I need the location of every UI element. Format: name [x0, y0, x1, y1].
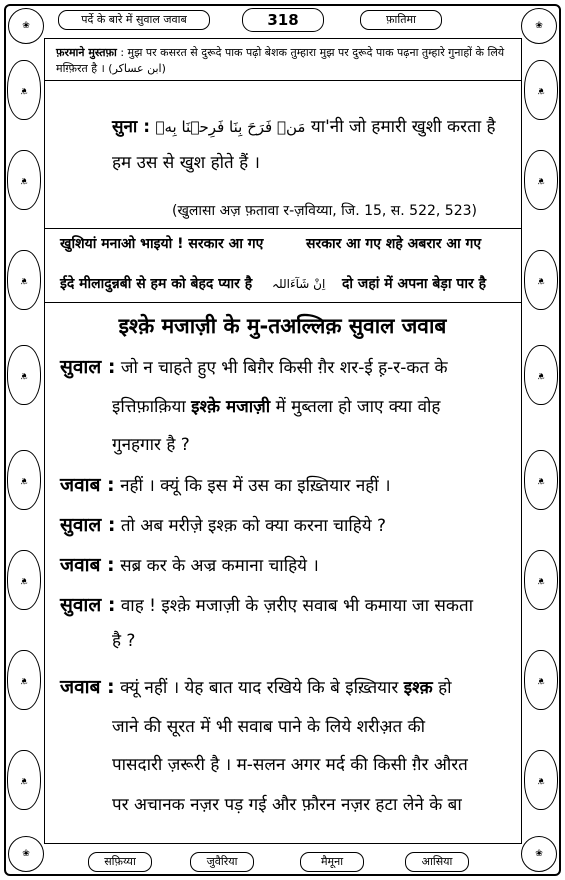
divider — [44, 302, 522, 303]
arabic-phrase: مَنۡ فَرَحَ بِنَا فَرِحۡنَا بِهٖ — [155, 118, 306, 136]
answer-text: सब्र कर के अज्र कमाना चाहिये । — [120, 556, 319, 576]
footer-tab: सफ़िय्या — [88, 852, 152, 872]
hadith-label: फ़रमाने मुस्तफ़ा — [56, 46, 117, 59]
question-text: तो अब मरीज़े इश्क़ को क्या करना चाहिये ? — [120, 516, 387, 536]
side-medallion: ❦ — [7, 750, 41, 810]
side-medallion: ❦ — [524, 450, 558, 510]
poem-arabic: اِنْ شَآءَاللہ — [272, 277, 326, 291]
footer-tab: मैमूना — [300, 852, 364, 872]
question-3-line-2: है ? — [112, 631, 136, 651]
footer-tab: जुवैरिया — [190, 852, 254, 872]
poem-line-2b: दो जहां में अपना बेड़ा पार है — [342, 276, 487, 292]
side-medallion: ❦ — [524, 345, 558, 405]
side-medallion: ❦ — [524, 150, 558, 210]
answer-label: जवाब : — [60, 676, 115, 698]
question-2 — [60, 510, 510, 541]
corner-ornament: ❀ — [8, 836, 44, 872]
question-1-line-2 — [112, 392, 512, 422]
suna-text-2: हम उस से खुश होते हैं । — [112, 153, 260, 173]
citation: (खुलासा अज़ फ़तावा र-ज़विय्या, जि. 15, स. 522, 523) — [172, 203, 477, 219]
page-header — [0, 6, 565, 34]
answer-3-line-4: पर अचानक नज़र पड़ गई और फ़ौरन नज़र हटा लेने के बा — [112, 795, 462, 815]
footer-tab: आसिया — [405, 852, 469, 872]
side-medallion: ❦ — [7, 150, 41, 210]
side-medallion: ❦ — [7, 345, 41, 405]
divider — [44, 228, 522, 229]
suna-label: सुना : — [112, 117, 151, 137]
question-text: में मुब्तला हो जाए क्या वोह — [275, 397, 441, 417]
question-label: सुवाल : — [60, 356, 116, 378]
side-medallion: ❦ — [524, 550, 558, 610]
answer-text: हो — [438, 678, 452, 698]
answer-text: क्यूं नहीं । येह बात याद रखिये कि बे इख़्तियार — [120, 678, 399, 698]
question-text: वाह ! इश्क़े मजाज़ी के ज़रीए सवाब भी कमाया जा सकता — [120, 596, 474, 616]
answer-2 — [60, 550, 510, 581]
question-1-line-3: गुनहगार है ? — [112, 435, 190, 455]
suna-text-1: या'नी जो हमारी खुशी करता है — [310, 117, 496, 137]
answer-text: नहीं । क्यूं कि इस में उस का इख़्तियार नहीं । — [120, 476, 391, 496]
side-medallion: ❦ — [524, 650, 558, 710]
side-medallion: ❦ — [524, 60, 558, 120]
header-title: पर्दे के बारे में सुवाल जवाब — [58, 10, 210, 30]
side-medallion: ❦ — [7, 60, 41, 120]
answer-3-line-2: जाने की सूरत में भी सवाब पाने के लिये शरीअ़त की — [112, 717, 426, 737]
side-medallion: ❦ — [524, 250, 558, 310]
answer-label: जवाब : — [60, 554, 115, 576]
header-name: फ़ातिमा — [360, 10, 442, 30]
poem-line-2a: ईदे मीलादुन्नबी से हम को बेहद प्यार है — [60, 276, 253, 292]
side-medallion: ❦ — [7, 650, 41, 710]
corner-ornament: ❀ — [8, 8, 44, 44]
side-medallion: ❦ — [7, 550, 41, 610]
question-text: जो न चाहते हुए भी बिग़ैर किसी ग़ैर शर-ई ह़-र-कत के — [120, 358, 448, 378]
suna-line — [112, 112, 512, 142]
poem-line-1a: खुशियां मनाओ भाइयो ! सरकार आ गए — [60, 236, 264, 252]
hadith-note — [56, 45, 512, 77]
emphasis-term: इश्क़े मजाज़ी — [191, 397, 271, 417]
answer-3 — [60, 672, 510, 703]
corner-ornament: ❀ — [521, 8, 557, 44]
poem-line-1b: सरकार आ गए शहे अबरार आ गए — [306, 236, 482, 252]
divider — [44, 80, 522, 81]
page-number: 318 — [242, 8, 324, 32]
side-medallion: ❦ — [524, 750, 558, 810]
corner-ornament: ❀ — [521, 836, 557, 872]
question-label: सुवाल : — [60, 514, 116, 536]
question-1 — [60, 352, 510, 383]
answer-label: जवाब : — [60, 474, 115, 496]
section-heading: इश्क़े मजाज़ी के मु-तअल्लिक़ सुवाल जवाब — [118, 314, 447, 338]
side-medallion: ❦ — [7, 450, 41, 510]
question-text: इत्तिफ़ाक़िया — [112, 397, 186, 417]
side-medallion: ❦ — [7, 250, 41, 310]
emphasis-term: इश्क़ — [403, 678, 433, 698]
question-3 — [60, 590, 510, 621]
answer-1 — [60, 470, 510, 501]
question-label: सुवाल : — [60, 594, 116, 616]
hadith-text: : मुझ पर कसरत से दुरूदे पाक पढ़ो बेशक तुम्हारा मुझ पर दुरूदे पाक पढ़ना तुम्हारे गुनाहों के लिये मग़्फ़िरत है । (ابن عساکر) — [56, 46, 505, 75]
answer-3-line-3: पासदारी ज़रूरी है । म-सलन अगर मर्द की किसी ग़ैर औरत — [112, 755, 468, 775]
